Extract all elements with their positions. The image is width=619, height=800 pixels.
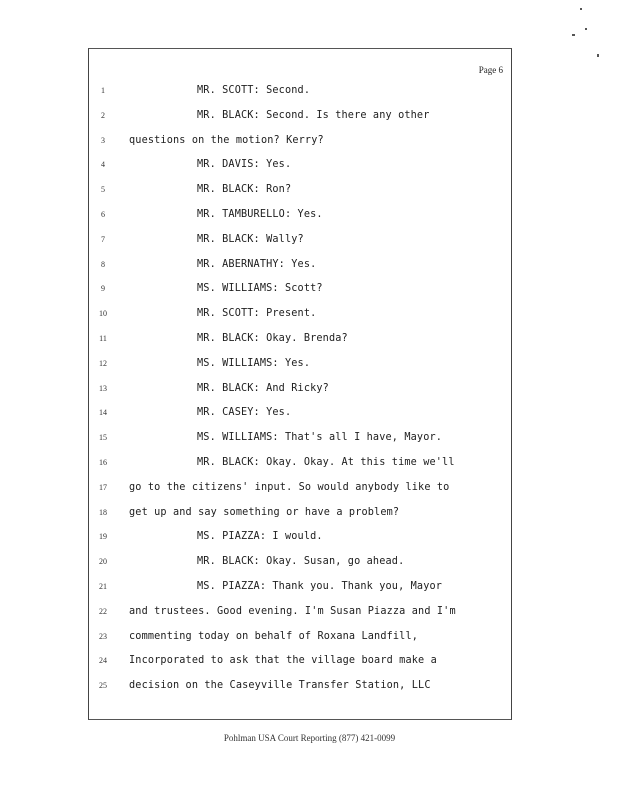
line-text: commenting today on behalf of Roxana Landfill, xyxy=(129,630,419,642)
line-text: MR. BLACK: Second. Is there any other xyxy=(197,109,430,121)
transcript-page xyxy=(88,48,512,720)
page-number: Page 6 xyxy=(478,65,503,75)
line-text: MR. SCOTT: Present. xyxy=(197,308,317,320)
line-text: go to the citizens' input. So would anybody like to xyxy=(129,481,450,493)
transcript-line xyxy=(89,501,511,526)
transcript-line xyxy=(89,649,511,674)
line-text: MR. BLACK: Wally? xyxy=(197,233,304,245)
line-text: MS. PIAZZA: Thank you. Thank you, Mayor xyxy=(197,580,443,592)
line-number: 25 xyxy=(99,681,107,691)
transcript-line xyxy=(89,550,511,575)
scan-speck xyxy=(580,8,582,10)
line-number: 12 xyxy=(99,358,107,368)
transcript-line xyxy=(89,377,511,402)
line-text: MS. WILLIAMS: Scott? xyxy=(197,283,323,295)
line-text: MR. CASEY: Yes. xyxy=(197,407,292,419)
line-text: questions on the motion? Kerry? xyxy=(129,134,324,146)
line-text: MR. SCOTT: Second. xyxy=(197,85,311,96)
transcript-line xyxy=(89,476,511,501)
line-number: 7 xyxy=(101,234,105,244)
line-text: MS. WILLIAMS: Yes. xyxy=(197,357,311,369)
line-number: 8 xyxy=(101,259,105,269)
line-text: MS. PIAZZA: I would. xyxy=(197,531,323,543)
transcript-line xyxy=(89,302,511,327)
transcript-line xyxy=(89,79,511,104)
transcript-line xyxy=(89,253,511,278)
line-text: MR. DAVIS: Yes. xyxy=(197,159,292,171)
line-number: 2 xyxy=(101,110,105,120)
line-text: get up and say something or have a problem? xyxy=(129,506,400,518)
transcript-line xyxy=(89,575,511,600)
line-number: 23 xyxy=(99,631,107,641)
line-number: 14 xyxy=(99,408,107,418)
line-text: MR. ABERNATHY: Yes. xyxy=(197,258,317,270)
scan-speck xyxy=(585,28,587,30)
line-number: 21 xyxy=(99,581,107,591)
transcript-line xyxy=(89,203,511,228)
line-number: 17 xyxy=(99,482,107,492)
line-text: MR. TAMBURELLO: Yes. xyxy=(197,208,323,220)
line-number: 18 xyxy=(99,507,107,517)
line-text: decision on the Caseyville Transfer Station, LLC xyxy=(129,680,431,692)
line-number: 3 xyxy=(101,135,105,145)
transcript-line xyxy=(89,352,511,377)
transcript-line xyxy=(89,625,511,650)
transcript-line xyxy=(89,600,511,625)
line-text: MR. BLACK: Ron? xyxy=(197,184,292,196)
transcript-line xyxy=(89,401,511,426)
transcript-line xyxy=(89,178,511,203)
line-number: 9 xyxy=(101,284,105,294)
scan-speck xyxy=(597,54,599,57)
transcript-line xyxy=(89,228,511,253)
line-number: 24 xyxy=(99,656,107,666)
line-text: Incorporated to ask that the village board make a xyxy=(129,655,437,667)
transcript-line xyxy=(89,327,511,352)
line-text: MR. BLACK: Okay. Susan, go ahead. xyxy=(197,556,405,568)
transcript-line xyxy=(89,129,511,154)
line-text: MR. BLACK: Okay. Okay. At this time we'll xyxy=(197,456,455,468)
line-text: MR. BLACK: Okay. Brenda? xyxy=(197,332,348,344)
line-number: 11 xyxy=(99,333,107,343)
line-number: 20 xyxy=(99,557,107,567)
page-footer: Pohlman USA Court Reporting (877) 421-0099 xyxy=(223,733,396,743)
line-number: 15 xyxy=(99,433,107,443)
line-number: 6 xyxy=(101,209,105,219)
line-number: 22 xyxy=(99,606,107,616)
line-text: MS. WILLIAMS: That's all I have, Mayor. xyxy=(197,432,443,444)
line-number: 10 xyxy=(99,309,107,319)
line-number: 19 xyxy=(99,532,107,542)
transcript-line xyxy=(89,674,511,699)
transcript-line xyxy=(89,426,511,451)
line-number: 1 xyxy=(101,86,105,95)
transcript-line xyxy=(89,104,511,129)
line-number: 16 xyxy=(99,457,107,467)
line-text: MR. BLACK: And Ricky? xyxy=(197,382,329,394)
line-number: 4 xyxy=(101,160,105,170)
line-number: 13 xyxy=(99,383,107,393)
transcript-line xyxy=(89,525,511,550)
line-text: and trustees. Good evening. I'm Susan Piazza and I'm xyxy=(129,605,456,617)
line-number: 5 xyxy=(101,185,105,195)
transcript-lines xyxy=(89,79,511,699)
transcript-line xyxy=(89,153,511,178)
transcript-line xyxy=(89,451,511,476)
scan-speck xyxy=(572,34,575,36)
transcript-line xyxy=(89,277,511,302)
